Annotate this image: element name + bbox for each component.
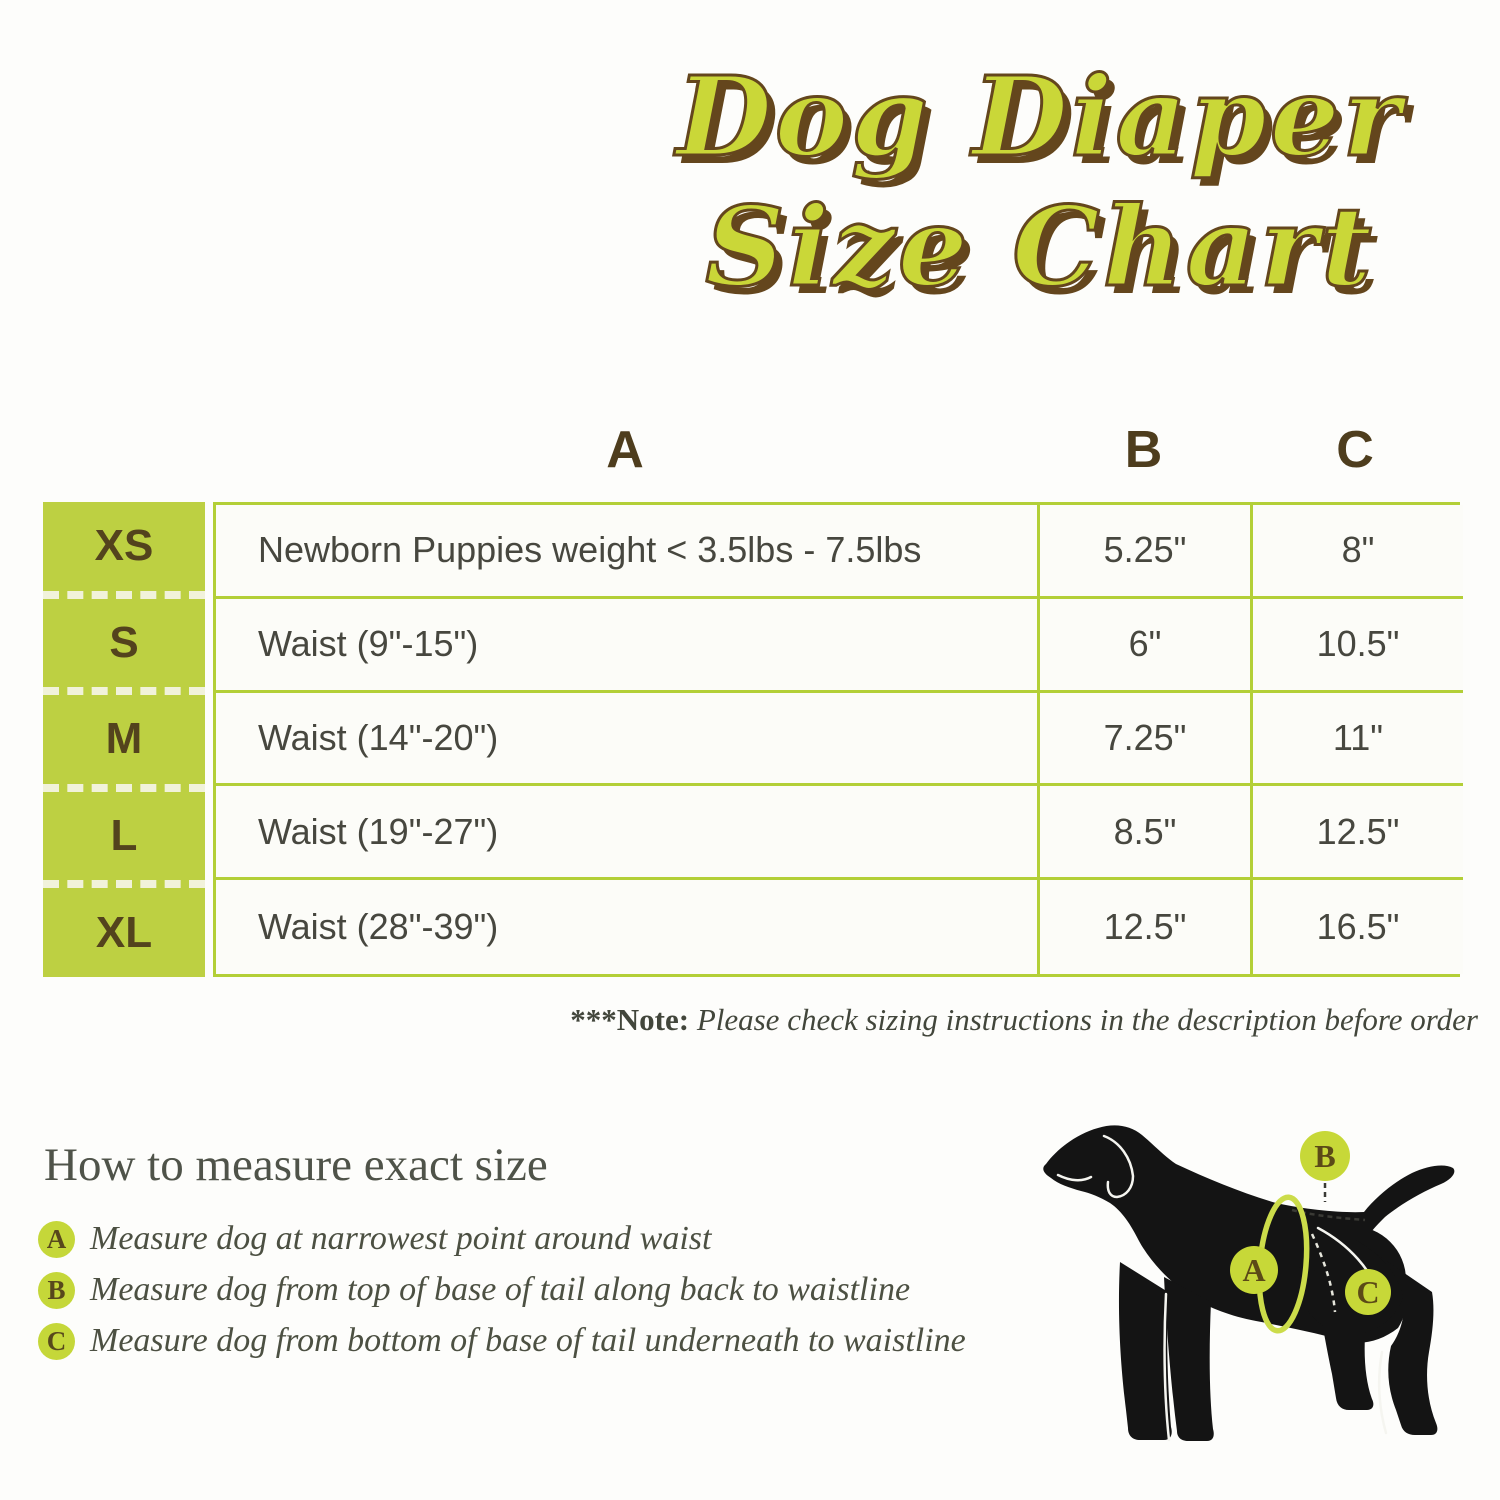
column-header-a: A — [606, 421, 644, 479]
table-cell-c: 12.5" — [1253, 786, 1463, 880]
measure-text-c: Measure dog from bottom of base of tail underneath to waistline — [90, 1322, 966, 1359]
size-label-column — [43, 502, 205, 977]
table-cell-c: 8" — [1253, 505, 1463, 599]
size-cell-xl: XL — [95, 907, 153, 957]
measure-badge-b: B — [38, 1272, 75, 1309]
table-cell-b: 12.5" — [1040, 880, 1253, 974]
table-cell-b: 7.25" — [1040, 693, 1253, 787]
table-cell-c: 10.5" — [1253, 599, 1463, 693]
diagram-badge-b-label: B — [1314, 1138, 1336, 1174]
table-cell-b: 5.25" — [1040, 505, 1253, 599]
page-title-line1: Dog Diaper — [676, 52, 1404, 181]
column-header-b: B — [1124, 421, 1163, 479]
measure-text-b: Measure dog from top of base of tail along back to waistline — [90, 1271, 911, 1308]
table-cell-a: Waist (19"-27") — [216, 786, 1040, 880]
table-cell-c: 11" — [1253, 693, 1463, 787]
table-cell-a: Waist (28"-39") — [216, 880, 1040, 974]
diagram-badge-a-label: A — [1242, 1252, 1266, 1288]
sizing-note — [400, 1002, 1478, 1038]
table-cell-a: Newborn Puppies weight < 3.5lbs - 7.5lbs — [216, 505, 1040, 599]
measure-item-a — [38, 1220, 966, 1258]
page-title-line2: Size Chart — [705, 181, 1375, 311]
table-cell-a: Waist (14"-20") — [216, 693, 1040, 787]
sizing-note-prefix: ***Note: — [570, 1002, 690, 1037]
measure-item-c — [38, 1322, 966, 1360]
measure-item-b — [38, 1271, 966, 1309]
page-title — [620, 52, 1460, 312]
table-cell-c: 16.5" — [1253, 880, 1463, 974]
hind-leg-separation — [1379, 1352, 1386, 1433]
table-cell-b: 6" — [1040, 599, 1253, 693]
size-cell-m: M — [43, 695, 205, 792]
sizing-note-text: Please check sizing instructions in the description before order — [689, 1002, 1478, 1037]
measure-heading: How to measure exact size — [44, 1139, 548, 1191]
size-cell-xs: XS — [43, 502, 205, 599]
dog-measurement-diagram — [1030, 1112, 1470, 1457]
table-cell-b: 8.5" — [1040, 786, 1253, 880]
measure-badge-a: A — [38, 1221, 75, 1258]
measure-instructions — [38, 1220, 966, 1360]
size-cell-l: L — [43, 792, 205, 889]
size-cell-s: S — [43, 599, 205, 696]
size-table — [213, 502, 1460, 977]
measure-text-a: Measure dog at narrowest point around waist — [90, 1220, 712, 1257]
column-header-c: C — [1336, 421, 1374, 479]
table-cell-a: Waist (9"-15") — [216, 599, 1040, 693]
measure-badge-c: C — [38, 1323, 75, 1360]
diagram-badge-c-label: C — [1356, 1274, 1380, 1310]
